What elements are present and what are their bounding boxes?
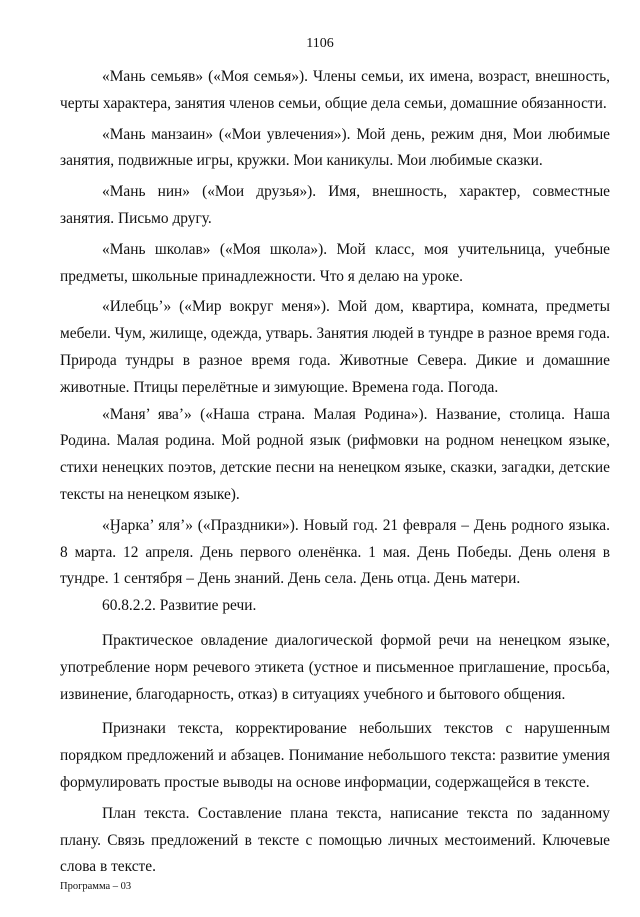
paragraph-text-plan: План текста. Составление плана текста, написание текста по заданному плану. Связь предложений в тексте с помощью личных местоимений. Ключевые слова в тексте.: [60, 804, 610, 876]
document-body: [60, 64, 610, 881]
paragraph-school: «Мань школав» («Моя школа»). Мой класс, моя учительница, учебные предметы, школьные принадлежности. Что я делаю на уроке.: [60, 240, 610, 285]
paragraph-world-around: «Илебць’» («Мир вокруг меня»). Мой дом, квартира, комната, предметы мебели. Чум, жилище, одежда, утварь. Занятия людей в тундре в разное время года. Природа тундры в разное время года. Животные Севера. Дикие и домашние животные. Птицы перелётные и зимующие. Времена года. Погода.: [60, 298, 610, 396]
paragraph-family: «Мань семьяв» («Моя семья»). Члены семьи, их имена, возраст, внешность, черты характера, занятия членов семьи, общие дела семьи, домашние обязанности.: [60, 68, 610, 112]
paragraph-friends: «Мань нин» («Мои друзья»). Имя, внешность, характер, совместные занятия. Письмо другу.: [60, 183, 610, 227]
paragraph-holidays: «Ӈарка’ яля’» («Праздники»). Новый год. 21 февраля – День родного языка. 8 марта. 12 апреля. День первого оленёнка. 1 мая. День Победы. День оленя в тундре. 1 сентября – День знаний. День села. День отца. День матери.: [60, 516, 610, 588]
paragraph-hobbies: «Мань манзаин» («Мои увлечения»). Мой день, режим дня, Мои любимые занятия, подвижные игры, кружки. Мои каникулы. Мои любимые сказки.: [60, 125, 610, 170]
paragraph-our-country: «Маня’ ява’» («Наша страна. Малая Родина»). Название, столица. Наша Родина. Малая родина. Мой родной язык (рифмовки на родном ненецком языке, стихи ненецких поэтов, детские песни на ненецком языке, сказки, загадки, детские тексты на ненецком языке).: [60, 405, 610, 503]
page-number: 1106: [306, 36, 334, 51]
paragraph-text-features: Признаки текста, корректирование небольших текстов с нарушенным порядком предложений и абзацев. Понимание небольшого текста: развитие умения формулировать простые выводы на основе информации, содержащейся в тексте.: [60, 720, 610, 791]
page-footer: Программа – 03: [60, 881, 132, 892]
paragraph-dialogue: Практическое овладение диалогической формой речи на ненецком языке, употребление норм речевого этикета (устное и письменное приглашение, просьба, извинение, благодарность, отказ) в ситуациях учебного и бытового общения.: [60, 631, 610, 703]
section-heading-speech: 60.8.2.2. Развитие речи.: [102, 597, 257, 615]
